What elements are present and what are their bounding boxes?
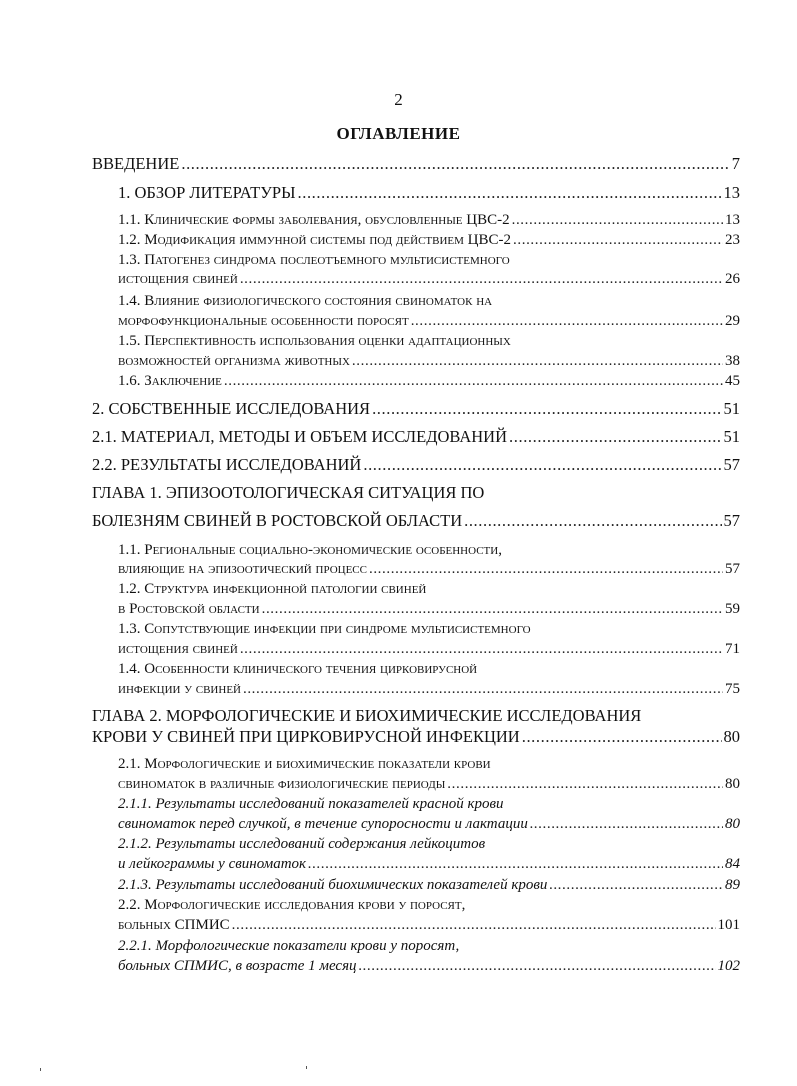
toc-leader-dots: [298, 184, 722, 202]
toc-entry-page: 45: [725, 373, 740, 389]
toc-leader-dots: [411, 312, 723, 330]
toc-entry-text: морфофункциональные особенности поросят: [118, 313, 409, 329]
toc-entry-text: ВВЕДЕНИЕ: [92, 154, 180, 173]
toc-leader-dots: [509, 428, 721, 446]
toc-entry-1-3[interactable]: [118, 270, 740, 288]
toc-entry-text: истощения свиней: [118, 271, 238, 287]
toc-entry-text: и лейкограммы у свиноматок: [118, 856, 307, 872]
toc-entry-page: 89: [725, 877, 740, 893]
toc-entry-ch1-1-1[interactable]: [118, 560, 740, 578]
toc-leader-dots: [372, 400, 721, 418]
toc-entry-ch1-1-2-line1: 1.2. Структура инфекционной патологии свиней: [118, 581, 427, 597]
toc-entry-text: 2.2. РЕЗУЛЬТАТЫ ИССЛЕДОВАНИЙ: [92, 455, 362, 474]
toc-entry-page: 80: [725, 776, 740, 792]
toc-entry-page: 13: [723, 183, 740, 202]
toc-entry-page: 23: [725, 232, 740, 248]
toc-entry-ch1-1-1-line1: 1.1. Региональные социально-экономические особенности,: [118, 542, 502, 558]
toc-entry-1-5-line1: 1.5. Перспективность использования оценки адаптационных: [118, 333, 511, 349]
toc-leader-dots: [530, 815, 723, 833]
page-number: 2: [394, 90, 403, 109]
toc-entry-page: 26: [725, 271, 740, 287]
toc-entry-text: 1.6. Заключение: [118, 373, 222, 389]
toc-entry-page: 101: [717, 917, 740, 933]
toc-title: ОГЛАВЛЕНИЕ: [336, 124, 461, 143]
toc-entry-page: 57: [725, 561, 740, 577]
toc-leader-dots: [262, 600, 723, 618]
toc-entry-page: 57: [723, 455, 740, 474]
toc-leader-dots: [352, 352, 723, 370]
toc-entry-page: 29: [725, 313, 740, 329]
toc-entry-text: 1.2. Модификация иммунной системы под действием ЦВС-2: [118, 232, 512, 248]
toc-leader-dots: [240, 270, 723, 288]
toc-entry-text: больных СПМИС: [118, 917, 230, 933]
toc-leader-dots: [232, 916, 716, 934]
toc-entry-literature-review[interactable]: [118, 184, 740, 202]
toc-entry-text: 2.1. МАТЕРИАЛ, МЕТОДЫ И ОБЪЕМ ИССЛЕДОВАНИЙ: [92, 427, 508, 446]
toc-leader-dots: [464, 512, 721, 530]
toc-entry-1-5[interactable]: [118, 352, 740, 370]
toc-entry-text: в Ростовской области: [118, 601, 260, 617]
toc-leader-dots: [549, 876, 723, 894]
toc-entry-text: возможностей организма животных: [118, 353, 350, 369]
toc-entry-text: свиноматок перед случкой, в течение супоросности и лактации: [118, 816, 528, 832]
toc-entry-page: 80: [725, 816, 740, 832]
toc-entry-page: 57: [723, 511, 740, 530]
toc-entry-1-6[interactable]: [118, 372, 740, 390]
toc-entry-ch2-2-2-1[interactable]: [118, 957, 740, 975]
toc-entry-ch2-2-1-line1: 2.1. Морфологические и биохимические показатели крови: [118, 756, 491, 772]
toc-entry-ch2-2-1-1[interactable]: [118, 815, 740, 833]
toc-entry-ch2-2-2-line1: 2.2. Морфологические исследования крови у поросят,: [118, 897, 466, 913]
toc-entry-ch1-1-2[interactable]: [118, 600, 740, 618]
toc-entry-ch2-2-1-2-line1: 2.1.2. Результаты исследований содержания лейкоцитов: [118, 836, 486, 852]
toc-entry-text: влияющие на эпизоотический процесс: [118, 561, 367, 577]
toc-leader-dots: [359, 957, 716, 975]
toc-entry-page: 71: [725, 641, 740, 657]
toc-leader-dots: [522, 728, 722, 746]
toc-entry-page: 84: [725, 856, 740, 872]
toc-entry-text: больных СПМИС, в возрасте 1 месяц: [118, 958, 357, 974]
toc-entry-ch1-1-3-line1: 1.3. Сопутствующие инфекции при синдроме мультисистемного: [118, 621, 531, 637]
toc-leader-dots: [363, 456, 721, 474]
scan-speck: [306, 1066, 307, 1069]
toc-chapter-1-line1: ГЛАВА 1. ЭПИЗООТОЛОГИЧЕСКАЯ СИТУАЦИЯ ПО: [92, 483, 485, 502]
toc-entry-page: 7: [731, 154, 740, 173]
toc-entry-text: КРОВИ У СВИНЕЙ ПРИ ЦИРКОВИРУСНОЙ ИНФЕКЦИИ: [92, 727, 520, 746]
toc-leader-dots: [308, 855, 723, 873]
toc-leader-dots: [181, 155, 729, 173]
toc-entry-text: 1.1. Клинические формы заболевания, обусловленные ЦВС-2: [118, 212, 510, 228]
toc-leader-dots: [224, 372, 723, 390]
toc-entry-ch2-2-1-2[interactable]: [118, 855, 740, 873]
toc-chapter-2[interactable]: [92, 728, 740, 746]
toc-entry-ch1-1-3[interactable]: [118, 640, 740, 658]
toc-entry-ch2-2-2[interactable]: [118, 916, 740, 934]
toc-chapter-2-line1: ГЛАВА 2. МОРФОЛОГИЧЕСКИЕ И БИОХИМИЧЕСКИЕ ИССЛЕДОВАНИЯ: [92, 706, 642, 725]
toc-entry-text: 2.1.3. Результаты исследований биохимических показателей крови: [118, 877, 548, 893]
toc-entry-page: 51: [723, 399, 740, 418]
toc-entry-ch2-2-1[interactable]: [118, 775, 740, 793]
toc-entry-ch2-2-1-3[interactable]: [118, 876, 740, 894]
toc-entry-own-research[interactable]: [92, 400, 740, 418]
toc-entry-ch1-1-4[interactable]: [118, 680, 740, 698]
toc-entry-text: истощения свиней: [118, 641, 238, 657]
toc-entry-text: 2. СОБСТВЕННЫЕ ИССЛЕДОВАНИЯ: [92, 399, 371, 418]
toc-entry-page: 59: [725, 601, 740, 617]
toc-entry-ch1-1-4-line1: 1.4. Особенности клинического течения цирковирусной: [118, 661, 478, 677]
toc-leader-dots: [243, 680, 723, 698]
toc-entry-page: 38: [725, 353, 740, 369]
toc-entry-1-4[interactable]: [118, 312, 740, 330]
toc-leader-dots: [513, 231, 723, 249]
toc-entry-ch2-2-1-1-line1: 2.1.1. Результаты исследований показателей красной крови: [118, 796, 504, 812]
toc-entry-text: инфекции у свиней: [118, 681, 241, 697]
toc-entry-text: 1. ОБЗОР ЛИТЕРАТУРЫ: [118, 183, 296, 202]
toc-entry-page: 51: [723, 427, 740, 446]
toc-chapter-1[interactable]: [92, 512, 740, 530]
toc-entry-1-1[interactable]: [118, 211, 740, 229]
toc-entry-page: 13: [725, 212, 740, 228]
scan-speck: [40, 1068, 41, 1071]
toc-entry-1-2[interactable]: [118, 231, 740, 249]
toc-leader-dots: [447, 775, 723, 793]
toc-leader-dots: [369, 560, 723, 578]
toc-entry-materials-methods[interactable]: [92, 428, 740, 446]
toc-entry-text: БОЛЕЗНЯМ СВИНЕЙ В РОСТОВСКОЙ ОБЛАСТИ: [92, 511, 463, 530]
toc-leader-dots: [240, 640, 723, 658]
toc-entry-1-3-line1: 1.3. Патогенез синдрома послеотъемного мультисистемного: [118, 252, 510, 268]
toc-leader-dots: [512, 211, 723, 229]
toc-entry-1-4-line1: 1.4. Влияние физиологического состояния свиноматок на: [118, 293, 493, 309]
toc-entry-text: свиноматок в различные физиологические периоды: [118, 776, 446, 792]
toc-entry-results[interactable]: [92, 456, 740, 474]
toc-entry-ch2-2-2-1-line1: 2.2.1. Морфологические показатели крови у поросят,: [118, 938, 460, 954]
toc-entry-page: 102: [717, 958, 740, 974]
toc-entry-page: 80: [723, 727, 740, 746]
toc-entry-introduction[interactable]: [92, 155, 740, 173]
toc-entry-page: 75: [725, 681, 740, 697]
